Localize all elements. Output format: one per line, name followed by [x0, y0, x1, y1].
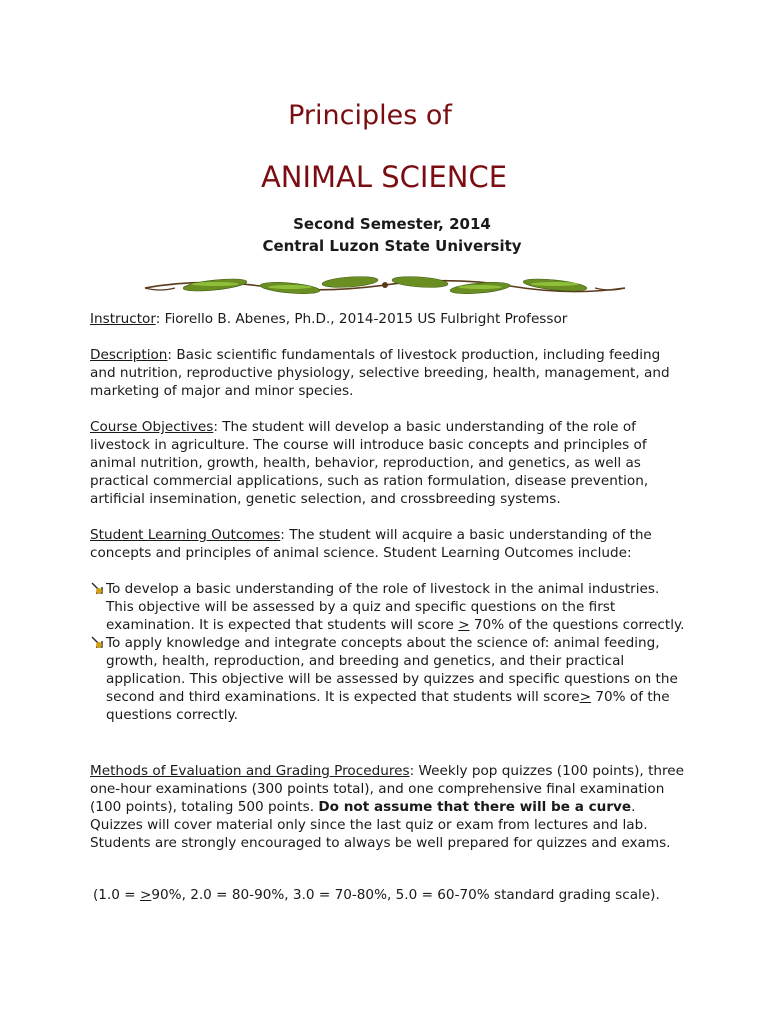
- methods-paragraph: [90, 762, 690, 852]
- outcome-text-after: 70% of the questions correctly.: [469, 617, 685, 633]
- outcomes-paragraph: [90, 526, 690, 562]
- methods-bold-warning: Do not assume that there will be a curve: [318, 799, 632, 815]
- list-item: [90, 634, 690, 724]
- description-text: : Basic scientific fundamentals of livestock production, including feeding and nutrition, reproductive physiology, selective breeding, health, management, and marketing of major and minor species.: [90, 347, 670, 399]
- title-line-1: Principles of: [288, 100, 452, 131]
- grading-scale-paragraph: [93, 886, 693, 904]
- objectives-paragraph: [90, 418, 690, 508]
- outcome-text-before: To develop a basic understanding of the role of livestock in the animal industries. This objective will be assessed by a quiz and specific questions on the first examination. It is expected that students will score: [106, 581, 660, 633]
- scale-text-after: 90%, 2.0 = 80-90%, 3.0 = 70-80%, 5.0 = 60-70% standard grading scale).: [151, 887, 660, 903]
- instructor-label: Instructor: [90, 311, 156, 327]
- university-line: Central Luzon State University: [262, 237, 522, 255]
- outcomes-text: : The student will acquire a basic understanding of the concepts and principles of animal science. Student Learning Outcomes include:: [90, 527, 652, 561]
- objectives-label: Course Objectives: [90, 419, 214, 435]
- greater-equal-symbol: >: [458, 617, 470, 633]
- outcomes-label: Student Learning Outcomes: [90, 527, 281, 543]
- outcome-text-after: 70% of the questions correctly.: [106, 689, 670, 723]
- instructor-text: : Fiorello B. Abenes, Ph.D., 2014-2015 US Fulbright Professor: [155, 311, 568, 327]
- greater-equal-symbol: >: [579, 689, 592, 705]
- arrow-bullet-icon: [90, 635, 106, 651]
- objectives-text: : The student will develop a basic understanding of the role of livestock in agriculture. The course will introduce basic concepts and principles of animal nutrition, growth, health, behavior, reproduction, and genetics, as well as practical commercial applications, such as ration formulation, disease prevention, artificial insemination, genetic selection, and crossbreeding systems.: [90, 419, 649, 507]
- decorative-vine-divider-icon: [140, 270, 630, 300]
- methods-label: Methods of Evaluation and Grading Procedures: [90, 763, 410, 779]
- methods-text-after: . Quizzes will cover material only since the last quiz or exam from lectures and lab. Students are strongly encouraged to always be well prepared for quizzes and exams.: [90, 799, 671, 851]
- arrow-bullet-icon: [90, 581, 106, 597]
- greater-equal-symbol: >: [139, 887, 152, 903]
- description-paragraph: [90, 346, 690, 400]
- description-label: Description: [90, 347, 168, 363]
- scale-text-before: (1.0 =: [93, 887, 140, 903]
- list-item: [90, 580, 690, 634]
- outcomes-list: [90, 580, 690, 724]
- semester-line: Second Semester, 2014: [293, 215, 491, 233]
- methods-text: : Weekly pop quizzes (100 points), three one-hour examinations (300 points total), and one comprehensive final examination (100 points), totaling 500 points.: [90, 763, 685, 815]
- instructor-paragraph: [90, 310, 690, 328]
- outcome-text-before: To apply knowledge and integrate concepts about the science of: animal feeding, growth, health, reproduction, and breeding and genetics, and their practical application. This objective will be assessed by quizzes and specific questions on the second and third examinations. It is expected that students will score: [106, 635, 678, 705]
- title-line-2: ANIMAL SCIENCE: [260, 160, 508, 194]
